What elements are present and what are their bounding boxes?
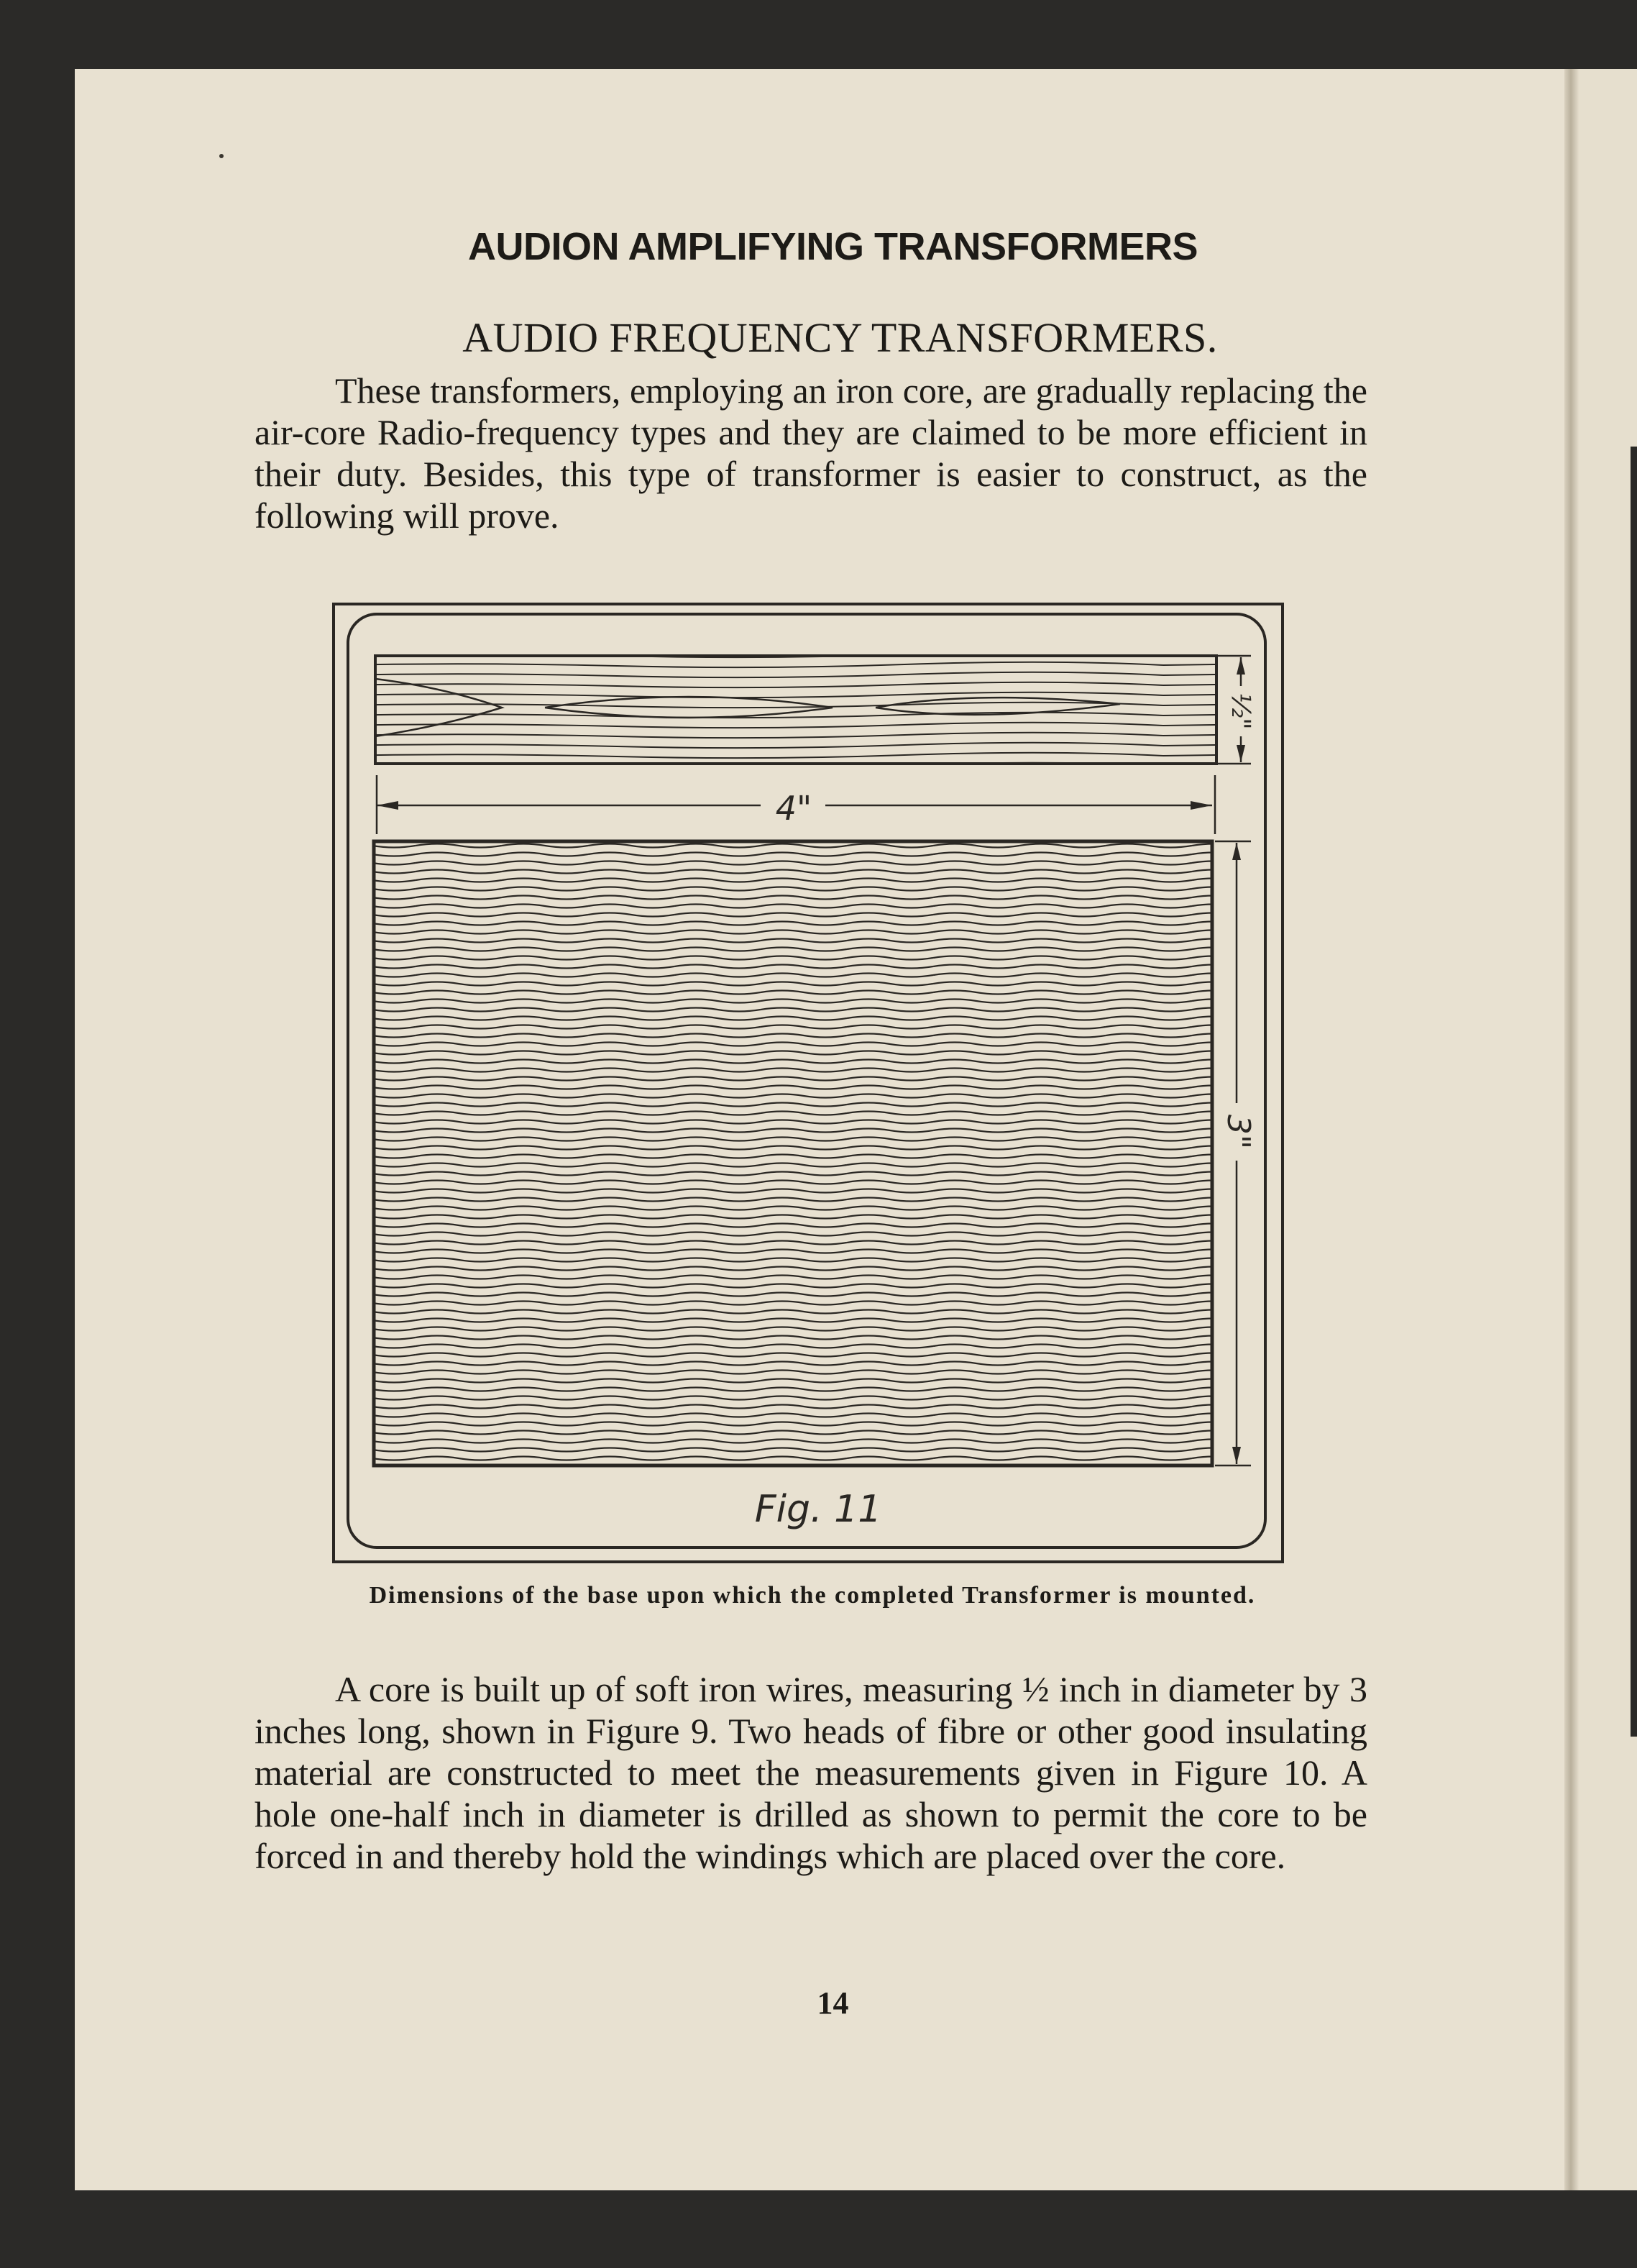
figure-caption: Dimensions of the base upon which the completed Transformer is mounted. [369,1582,1256,1609]
page-title: AUDION AMPLIFYING TRANSFORMERS [468,225,1198,268]
book-spine [1564,69,1579,2190]
adjacent-page-edge [1631,447,1637,1737]
figure-11-diagram [329,600,1287,1566]
board-main-view [374,841,1212,1465]
ink-speck [219,154,224,158]
adjacent-page [1579,69,1637,2190]
page-number: 14 [817,1985,849,2021]
figure-label: Fig. 11 [754,1488,882,1531]
depth-dimension-label: 3" [1220,1114,1257,1150]
section-heading: AUDIO FREQUENCY TRANSFORMERS. [462,314,1218,361]
width-dimension-label: 4" [775,789,812,828]
paragraph-intro: These transformers, employing an iron core, are gradually replacing the air-core Radio-frequency types and they are claimed to be more efficient in their duty. Besides, this type of transformer is easier to construct, as the following will prove. [255,370,1367,536]
paragraph-core: A core is built up of soft iron wires, measuring ½ inch in diameter by 3 inches long, shown in Figure 9. Two heads of fibre or other good insulating material are constructed to meet the measurements given in Figure 10. A hole one-half inch in diameter is drilled as shown to permit the core to be forced in and thereby hold the windings which are placed over the core. [255,1669,1367,1876]
thickness-dimension-label: ½" [1226,692,1255,730]
